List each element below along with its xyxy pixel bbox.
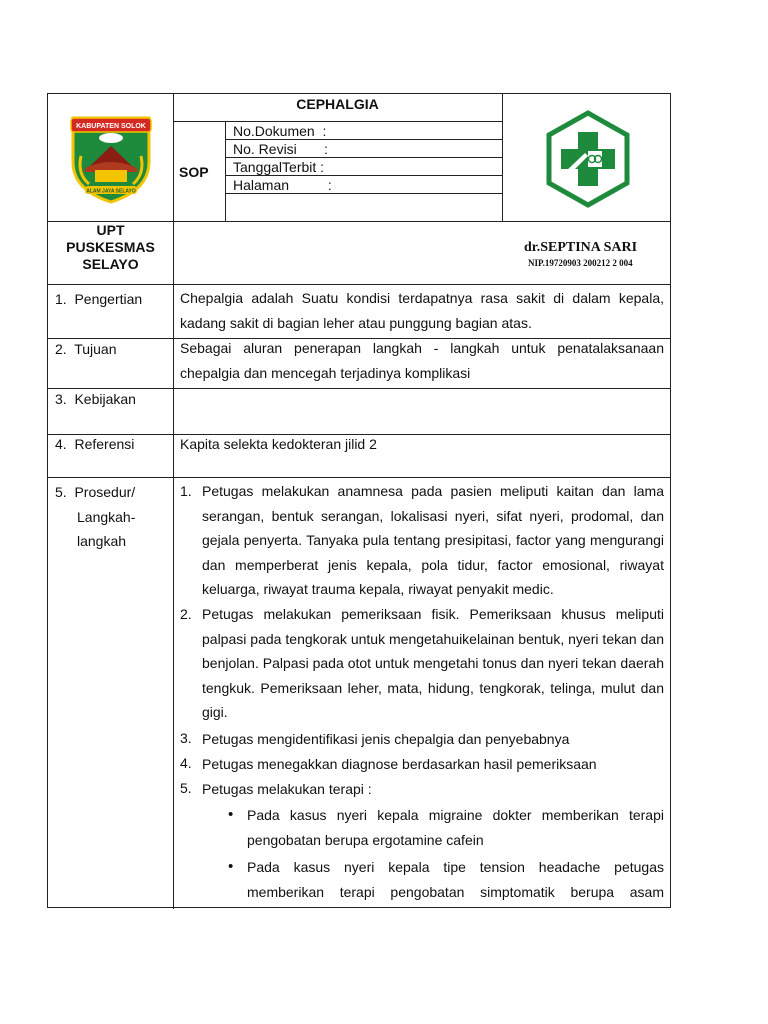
label-pengertian: 1. Pengertian [55,291,143,307]
sop-divider [225,121,226,221]
step-number: 1. [180,483,192,499]
step-number: 3. [180,730,192,746]
sop-document [47,93,671,908]
row-divider [48,284,670,285]
step-text: Petugas menegakkan diagnose berdasarkan hasil pemeriksaan [202,756,597,772]
unit-line: SELAYO [82,256,139,272]
step-number: 2. [180,606,192,622]
step-text: Petugas melakukan pemeriksaan fisik. Pemeriksaan khusus meliputi palpasi pada tengkorak untuk mengetahuikelainan bentuk, nyeri tekan dan benjolan. Palpasi pada otot untuk mengetahi tonus dan nyeri tekan daerah tengkuk. Pemeriksaan leher, mata, hidung, tengkorak, telinga, mulut dan gigi. [202,606,664,720]
label-referensi: 4. Referensi [55,436,135,452]
step-number: 4. [180,755,192,771]
unit-line: UPT [96,222,125,238]
bullet-icon: • [228,806,234,823]
field-no-dokumen: No.Dokumen : [233,123,327,139]
document-title: CEPHALGIA [296,96,379,112]
field-tanggal-terbit: TanggalTerbit : [233,159,325,175]
field-halaman: Halaman : [233,177,332,193]
step-text: Petugas melakukan anamnesa pada pasien meliputi kaitan dan lama serangan, bentuk serangan, lokalisasi nyeri, sifat nyeri, prodomal, dan gejala penyerta. Tanyaka pula tentang presipitasi, factor yang mengurangi dan memperberat jenis kepala, pola tidur, factor emosional, riwayat keluarga, riwayat trauma kepala, riwayat penyakit medic. [202,483,664,597]
step-text: Petugas mengidentifikasi jenis chepalgia dan penyebabnya [202,731,570,747]
unit-line: PUSKESMAS [66,239,155,255]
puskesmas-logo [545,110,631,208]
field-no-revisi: No. Revisi : [233,141,328,157]
bullet-text: Pada kasus nyeri kepala migraine dokter memberikan terapi pengobatan berupa ergotamine cafein [247,807,664,848]
step-number: 5. [180,780,192,796]
row-divider [48,477,670,478]
kabupaten-solok-logo [67,112,155,204]
signer-name: dr.SEPTINA SARI [524,240,638,255]
unit-name [48,222,173,273]
label-prosedur-line: langkah [77,533,127,549]
title-divider [173,121,502,122]
label-prosedur-line: Langkah- [77,509,136,525]
right-logo-divider [502,94,503,221]
label-column-divider [173,94,174,909]
text-tujuan: Sebagai aluran penerapan langkah - langkah untuk penatalaksanaan chepalgia dan mencegah terjadinya komplikasi [180,340,664,381]
row-divider [48,388,670,389]
text-pengertian: Chepalgia adalah Suatu kondisi terdapatnya rasa sakit di dalam kepala, kadang sakit di bagian leher atau punggung bagian atas. [180,290,664,331]
step-text: Petugas melakukan terapi : [202,781,372,797]
logo-motto-text: ALAM JAYA SELAYO [86,188,136,195]
label-kebijakan: 3. Kebijakan [55,391,136,407]
sop-label: SOP [179,164,209,180]
bullet-icon: • [228,858,234,875]
label-tujuan: 2. Tujuan [55,341,117,357]
text-referensi: Kapita selekta kedokteran jilid 2 [180,436,377,452]
label-prosedur: 5. Prosedur/ [55,484,136,500]
logo-top-text: KABUPATEN SOLOK [76,123,146,130]
bullet-text: Pada kasus nyeri kepala tipe tension headache petugas memberikan terapi pengobatan simptomatik berupa asam [247,859,664,900]
signer-nip: NIP.19720903 200212 2 004 [528,258,633,268]
